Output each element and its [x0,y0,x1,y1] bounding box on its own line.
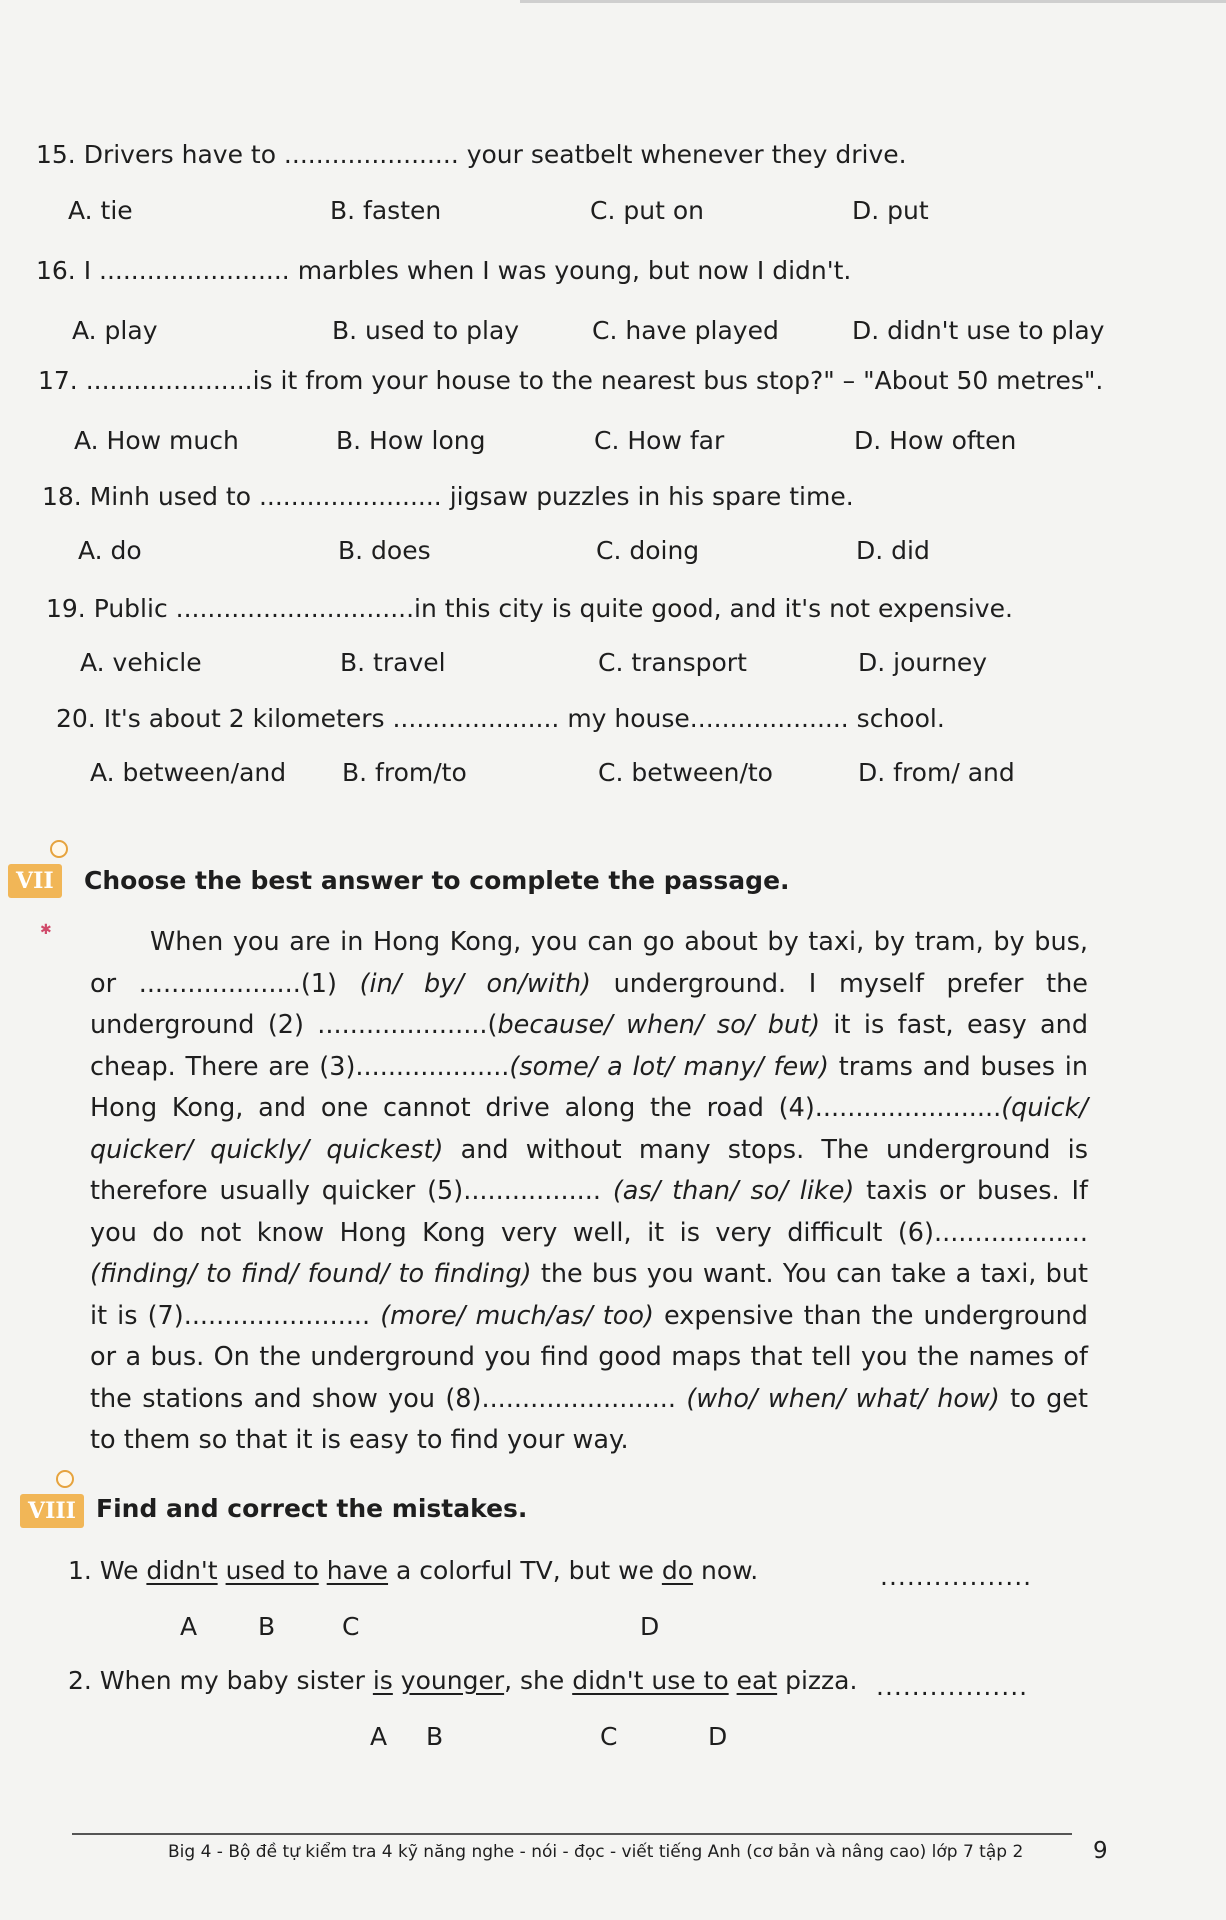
underlined-part: do [661,1556,694,1585]
option-b: B. does [338,536,431,565]
sentence-text: , she [504,1666,573,1695]
footer-divider [72,1833,1072,1835]
sentence-text: now. [693,1556,759,1585]
option-b: B. from/to [342,758,467,787]
option-b: B. travel [340,648,446,677]
section-vii-title: Choose the best answer to complete the passage. [84,866,790,895]
letter-c: C [600,1722,618,1751]
option-a: A. vehicle [80,648,202,677]
sentence-text [393,1666,401,1695]
passage-segment: taxis or buses. If you do not know Hong Kong very well, it is very difficult (6)................... [90,1176,1088,1248]
passage-segment: it is fast, easy and cheap. There are (3)................... [90,1010,1088,1082]
sentence-text: We [99,1556,147,1585]
letter-b: B [258,1612,276,1641]
option-c: C. doing [596,536,700,565]
answer-choices: (quick/ quicker/ quickly/ quickest) [90,1093,1088,1165]
star-mark-icon: ✱ [40,922,52,938]
option-b: B. used to play [332,316,520,345]
footer-title: Big 4 - Bộ đề tự kiểm tra 4 kỹ năng nghe - nói - đọc - viết tiếng Anh (cơ bản và nâng cao) lớp 7 tập 2 [168,1842,1024,1862]
letter-d: D [640,1612,660,1641]
option-c: C. How far [594,426,725,455]
option-d: D. How often [854,426,1017,455]
underlined-part: eat [736,1666,778,1695]
option-d: D. journey [858,648,988,677]
letter-c: C [342,1612,360,1641]
section-number: VII [16,868,54,894]
option-c: C. between/to [598,758,773,787]
letter-a: A [370,1722,388,1751]
sentence-text: When my baby sister [99,1666,373,1695]
option-d: D. didn't use to play [852,316,1105,345]
passage-text [90,922,1088,1462]
badge-ring-icon [56,1470,74,1488]
question-16-options [0,316,1226,352]
letter-d: D [708,1722,728,1751]
answer-choices: (some/ a lot/ many/ few) [509,1051,829,1082]
option-a: A. do [78,536,142,565]
question-17-options [0,426,1226,462]
question-15-options [0,196,1226,232]
option-d: D. put [852,196,929,225]
answer-choices: (more/ much/as/ too) [380,1300,654,1331]
underlined-part: younger [400,1666,505,1695]
answer-choices: (in/ by/ on/with) [359,968,591,999]
sentence-text [319,1556,327,1585]
mistake-item-2 [68,1666,857,1695]
option-d: D. did [856,536,930,565]
option-a: A. How much [74,426,239,455]
item-number: 2. [68,1666,92,1695]
item-number: 1. [68,1556,92,1585]
underlined-part: didn't [146,1556,218,1585]
question-20-options [0,758,1226,794]
section-badge-viii [20,1494,84,1528]
answer-choices: (who/ when/ what/ how) [686,1383,1000,1414]
letter-a: A [180,1612,198,1641]
mistake-item-1 [68,1556,758,1585]
option-c: C. put on [590,196,704,225]
badge-ring-icon [50,840,68,858]
passage-paragraph [90,922,1088,1462]
option-b: B. How long [336,426,486,455]
question-19: 19. Public ..............................in this city is quite good, and it's not expensive. [46,594,1013,623]
answer-choices: (finding/ to find/ found/ to finding) [90,1259,532,1289]
section-viii-title: Find and correct the mistakes. [96,1494,528,1523]
passage-segment: to get to them so that it is easy to find your way. [90,1383,1088,1455]
passage-segment: and without many stops. The underground is therefore usually quicker (5)................. [90,1134,1088,1206]
underlined-part: is [372,1666,393,1695]
answer-choices: because/ when/ so/ but) [497,1010,821,1040]
mistake-sentence [100,1666,858,1695]
option-b: B. fasten [330,196,442,225]
answer-blank: ................. [880,1562,1033,1591]
underlined-part: didn't use to [572,1666,729,1695]
question-20: 20. It's about 2 kilometers ..................... my house.................... school. [56,704,945,733]
option-c: C. have played [592,316,779,345]
answer-choices: (as/ than/ so/ like) [612,1176,855,1206]
option-a: A. tie [68,196,133,225]
question-18-options [0,536,1226,572]
question-15: 15. Drivers have to ...................... your seatbelt whenever they drive. [36,140,907,169]
option-c: C. transport [598,648,747,677]
mistake-sentence [100,1556,758,1585]
question-17: 17. .....................is it from your house to the nearest bus stop?" – "About 50 metres". [38,366,1104,395]
sentence-text: a colorful TV, but we [388,1556,662,1585]
sentence-text [218,1556,226,1585]
section-number: VIII [28,1498,76,1524]
option-d: D. from/ and [858,758,1015,787]
question-19-options [0,648,1226,684]
section-badge-vii [8,864,62,898]
answer-blank: ................. [876,1672,1029,1701]
page-number: 9 [1093,1838,1108,1864]
passage-segment: trams and buses in Hong Kong, and one cannot drive along the road (4)....................... [90,1051,1088,1123]
sentence-text [729,1666,737,1695]
letter-b: B [426,1722,444,1751]
option-a: A. play [72,316,158,345]
passage-segment: When you are in Hong Kong, you can go about by taxi, by tram, by bus, or ....................(1) [90,927,1088,999]
sentence-text: pizza. [777,1666,858,1695]
passage-segment: expensive than the underground or a bus. On the underground you find good maps that tell you the names of the stations and show you (8)........................ [90,1300,1088,1414]
underlined-part: used to [225,1556,319,1585]
underlined-part: have [326,1556,389,1585]
passage-segment: underground. I myself prefer the underground (2) .....................( [90,968,1088,1040]
question-16: 16. I ........................ marbles when I was young, but now I didn't. [36,256,852,285]
page-edge-divider [520,0,1226,3]
question-18: 18. Minh used to ....................... jigsaw puzzles in his spare time. [42,482,854,511]
option-a: A. between/and [90,758,287,787]
passage-segment: the bus you want. You can take a taxi, but it is (7)....................... [90,1259,1088,1331]
